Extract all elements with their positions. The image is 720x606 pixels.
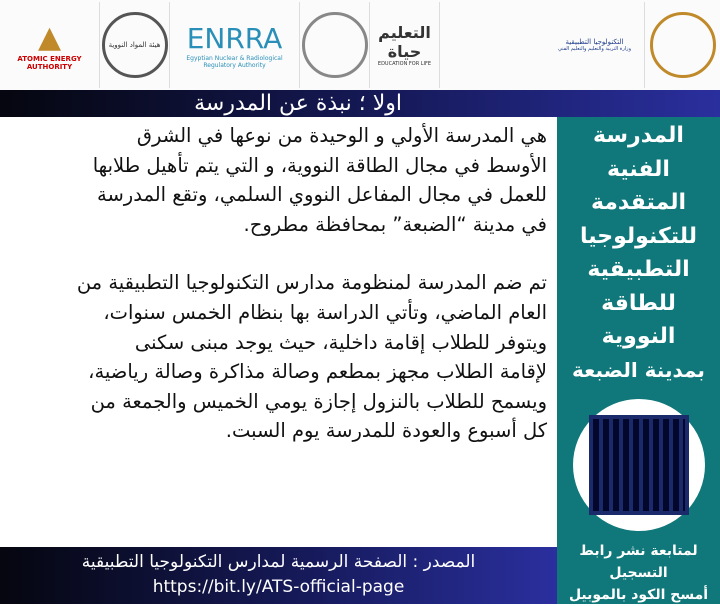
school-name-line: الفنية — [607, 156, 670, 182]
source-footer — [0, 547, 557, 604]
text-line: ويسمح للطلاب بالنزول إجازة يومي الخميس والجمعة من — [90, 389, 547, 413]
source-text: المصدر : الصفحة الرسمية لمدارس التكنولوجيا التطبيقية — [81, 552, 476, 572]
logo-text: التعليم حياة — [378, 23, 431, 61]
paragraph-1 — [12, 121, 547, 239]
logo-technical-education — [545, 2, 645, 88]
text-line: لإقامة الطلاب مجهز بمطعم وصالة مذاكرة وصالة رياضية، — [88, 360, 547, 384]
text-line: كل أسبوع والعودة للمدرسة يوم السبت. — [225, 419, 547, 443]
logo-text: ENRRA — [186, 21, 283, 55]
school-name-panel — [557, 117, 720, 604]
school-name-line: للطاقة — [601, 290, 676, 316]
school-name — [557, 119, 720, 387]
logo-text: ATOMIC ENERGY AUTHORITY — [17, 54, 82, 71]
paragraph-2 — [12, 268, 547, 446]
logos-bar — [0, 0, 720, 90]
qr-caption-line: لمتابعة نشر رابط التسجيل — [579, 543, 698, 581]
school-name-line: بمدينة الضبعة — [572, 357, 705, 382]
about-text — [0, 117, 557, 547]
text-line: في مدينة “الضبعة” بمحافظة مطروح. — [243, 212, 547, 236]
school-name-line: النووية — [601, 324, 676, 349]
text-line: الأوسط في مجال الطاقة النووية، و التي يتم تأهيل طلابها — [92, 153, 547, 177]
text-line: ويتوفر للطلاب إقامة داخلية، حيث يوجد مبنى سكنى — [134, 330, 547, 354]
logo-text: هيئة المواد النووية — [102, 12, 168, 78]
seal-icon — [302, 12, 368, 78]
source-link[interactable]: https://bit.ly/ATS-official-page — [152, 577, 405, 597]
logo-subtext: Egyptian Nuclear & Radiological Regulatory Authority — [186, 54, 283, 69]
qr-pattern — [593, 419, 685, 511]
logo-ministry-seal — [645, 2, 720, 88]
text-line: هي المدرسة الأولي و الوحيدة من نوعها في الشرق — [136, 124, 547, 147]
school-name-line: المتقدمة — [590, 190, 687, 215]
logo-nuclear-materials — [100, 2, 170, 88]
logo-subtext: EDUCATION FOR LIFE — [377, 61, 432, 67]
school-name-line: المدرسة — [593, 123, 684, 148]
logo-atomic-energy-authority — [0, 2, 100, 88]
section-title: اولا ؛ نبذة عن المدرسة — [194, 91, 402, 116]
logo-education-for-life — [370, 2, 440, 88]
qr-code[interactable] — [573, 399, 705, 531]
section-title-bar — [0, 90, 720, 117]
logo-subtext: وزارة التربية والتعليم والتعليم الفني — [558, 46, 631, 52]
qr-caption-line: أمسح الكود بالموبيل — [568, 587, 709, 603]
logo-text: التكنولوجيا التطبيقية — [565, 38, 624, 46]
text-line: للعمل في مجال المفاعل النووي السلمي، وتقع المدرسة — [97, 183, 547, 207]
school-name-line: التطبيقية — [587, 257, 690, 282]
qr-caption — [557, 540, 720, 606]
school-name-line: للتكنولوجيا — [580, 223, 697, 249]
logo-seal — [300, 2, 370, 88]
seal-icon — [650, 12, 716, 78]
pyramid-icon: ▲ — [37, 19, 62, 55]
text-line: تم ضم المدرسة لمنظومة مدارس التكنولوجيا التطبيقية من — [76, 271, 547, 295]
logo-enrra — [170, 2, 300, 88]
text-line: العام الماضي، وتأتي الدراسة بها بنظام الخمس سنوات، — [103, 300, 547, 324]
